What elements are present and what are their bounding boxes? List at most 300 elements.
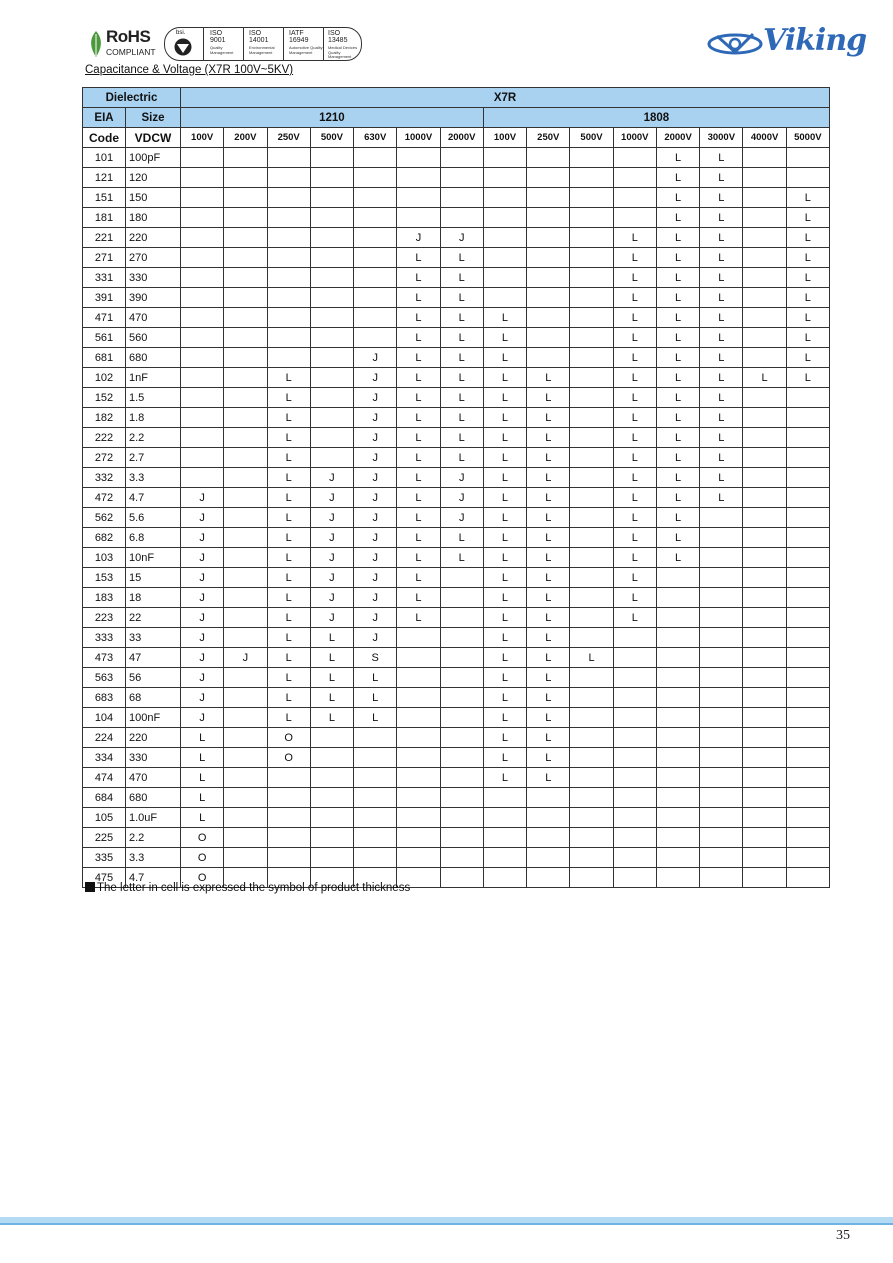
- table-row: [83, 448, 830, 468]
- thickness-cell: [743, 848, 786, 868]
- thickness-cell: L: [440, 408, 483, 428]
- thickness-cell: [354, 308, 397, 328]
- thickness-cell: [743, 388, 786, 408]
- thickness-cell: [743, 688, 786, 708]
- thickness-cell: [656, 668, 699, 688]
- thickness-cell: [354, 248, 397, 268]
- voltage-header-1808: 2000V: [656, 128, 699, 148]
- voltage-header-1210: 200V: [224, 128, 267, 148]
- thickness-cell: [440, 588, 483, 608]
- capacitance-cell: 2.2: [126, 428, 181, 448]
- thickness-cell: L: [483, 528, 526, 548]
- thickness-cell: [440, 168, 483, 188]
- thickness-cell: L: [440, 348, 483, 368]
- thickness-cell: L: [527, 728, 570, 748]
- cert-sub: Medical Devices Quality Management: [328, 45, 358, 59]
- thickness-cell: J: [310, 608, 353, 628]
- thickness-cell: [224, 288, 267, 308]
- thickness-cell: L: [310, 668, 353, 688]
- thickness-cell: [483, 848, 526, 868]
- table-row: [83, 488, 830, 508]
- table-row: [83, 728, 830, 748]
- table-row: [83, 848, 830, 868]
- thickness-cell: L: [527, 688, 570, 708]
- thickness-cell: J: [181, 628, 224, 648]
- thickness-cell: [656, 628, 699, 648]
- cert-title: ISO: [249, 30, 262, 37]
- thickness-cell: [267, 828, 310, 848]
- eia-code-cell: 103: [83, 548, 126, 568]
- thickness-cell: [224, 348, 267, 368]
- thickness-cell: L: [483, 728, 526, 748]
- note-text: The letter in cell is expressed the symbol of product thickness: [97, 882, 411, 894]
- thickness-cell: [613, 708, 656, 728]
- thickness-cell: L: [613, 348, 656, 368]
- thickness-cell: [181, 208, 224, 228]
- thickness-cell: [700, 848, 743, 868]
- thickness-cell: [181, 448, 224, 468]
- thickness-cell: [743, 168, 786, 188]
- thickness-cell: [743, 808, 786, 828]
- thickness-cell: L: [483, 488, 526, 508]
- thickness-cell: [786, 548, 829, 568]
- table-row: [83, 668, 830, 688]
- thickness-cell: [224, 328, 267, 348]
- thickness-cell: L: [397, 368, 440, 388]
- footer-line: [0, 1223, 893, 1225]
- thickness-cell: L: [483, 508, 526, 528]
- eia-code-cell: 181: [83, 208, 126, 228]
- thickness-cell: [613, 208, 656, 228]
- thickness-cell: L: [483, 628, 526, 648]
- table-row: [83, 768, 830, 788]
- eia-code-cell: 333: [83, 628, 126, 648]
- capacitance-cell: 10nF: [126, 548, 181, 568]
- thickness-cell: L: [397, 328, 440, 348]
- thickness-cell: [656, 708, 699, 728]
- thickness-cell: S: [354, 648, 397, 668]
- thickness-cell: L: [527, 368, 570, 388]
- thickness-cell: L: [483, 308, 526, 328]
- thickness-cell: [310, 748, 353, 768]
- thickness-cell: [613, 188, 656, 208]
- rohs-subtitle: COMPLIANT: [106, 47, 156, 57]
- thickness-cell: L: [397, 268, 440, 288]
- thickness-cell: [483, 868, 526, 888]
- thickness-cell: L: [354, 668, 397, 688]
- thickness-cell: O: [181, 848, 224, 868]
- thickness-cell: [786, 148, 829, 168]
- thickness-cell: [743, 828, 786, 848]
- page-number: 35: [836, 1228, 850, 1243]
- thickness-cell: L: [527, 708, 570, 728]
- thickness-cell: L: [613, 608, 656, 628]
- thickness-cell: [786, 708, 829, 728]
- thickness-cell: L: [267, 648, 310, 668]
- thickness-cell: L: [483, 348, 526, 368]
- capacitance-cell: 330: [126, 748, 181, 768]
- thickness-cell: [181, 388, 224, 408]
- thickness-cell: L: [656, 288, 699, 308]
- thickness-cell: L: [310, 708, 353, 728]
- cert-sub: Environmental Management: [249, 45, 275, 55]
- thickness-cell: [181, 308, 224, 328]
- thickness-cell: [397, 208, 440, 228]
- thickness-cell: L: [397, 568, 440, 588]
- thickness-cell: J: [310, 548, 353, 568]
- thickness-cell: [354, 208, 397, 228]
- thickness-cell: L: [527, 668, 570, 688]
- thickness-cell: [397, 728, 440, 748]
- thickness-cell: [743, 288, 786, 308]
- thickness-cell: J: [354, 508, 397, 528]
- thickness-cell: [483, 288, 526, 308]
- thickness-cell: L: [700, 488, 743, 508]
- thickness-cell: [743, 428, 786, 448]
- thickness-cell: [440, 208, 483, 228]
- thickness-cell: L: [656, 148, 699, 168]
- voltage-row: [83, 128, 830, 148]
- thickness-cell: [700, 528, 743, 548]
- thickness-cell: L: [440, 548, 483, 568]
- thickness-cell: L: [656, 248, 699, 268]
- thickness-cell: [310, 368, 353, 388]
- thickness-cell: [743, 488, 786, 508]
- table-row: [83, 228, 830, 248]
- thickness-cell: L: [656, 368, 699, 388]
- eia-code-cell: 473: [83, 648, 126, 668]
- cert-sub: Quality Management: [210, 45, 234, 55]
- thickness-cell: [656, 648, 699, 668]
- thickness-cell: [397, 788, 440, 808]
- thickness-cell: L: [527, 628, 570, 648]
- thickness-cell: [224, 508, 267, 528]
- thickness-cell: [786, 608, 829, 628]
- thickness-cell: J: [181, 708, 224, 728]
- voltage-header-1808: 100V: [483, 128, 526, 148]
- thickness-cell: [570, 248, 613, 268]
- thickness-cell: [570, 768, 613, 788]
- thickness-cell: L: [267, 528, 310, 548]
- thickness-cell: L: [656, 488, 699, 508]
- thickness-cell: [267, 208, 310, 228]
- thickness-cell: J: [181, 688, 224, 708]
- leaf-icon: [87, 30, 105, 58]
- eia-code-cell: 221: [83, 228, 126, 248]
- thickness-cell: L: [527, 648, 570, 668]
- thickness-cell: [743, 228, 786, 248]
- bsi-mark: [165, 28, 203, 60]
- thickness-cell: L: [483, 428, 526, 448]
- table-row: [83, 348, 830, 368]
- capacitance-cell: 150: [126, 188, 181, 208]
- thickness-cell: [700, 688, 743, 708]
- table-row: [83, 508, 830, 528]
- thickness-cell: O: [181, 868, 224, 888]
- thickness-cell: [743, 628, 786, 648]
- thickness-cell: [786, 648, 829, 668]
- capacitance-cell: 4.7: [126, 488, 181, 508]
- thickness-cell: [354, 268, 397, 288]
- thickness-cell: [613, 628, 656, 648]
- thickness-cell: [786, 748, 829, 768]
- voltage-header-1210: 630V: [354, 128, 397, 148]
- thickness-cell: [527, 348, 570, 368]
- thickness-cell: [224, 188, 267, 208]
- cert-iso9001: [203, 28, 244, 60]
- thickness-cell: L: [613, 568, 656, 588]
- eia-code-cell: 561: [83, 328, 126, 348]
- thickness-cell: [354, 168, 397, 188]
- thickness-cell: [570, 588, 613, 608]
- thickness-cell: L: [397, 548, 440, 568]
- thickness-cell: [786, 868, 829, 888]
- thickness-cell: L: [267, 688, 310, 708]
- thickness-cell: [224, 368, 267, 388]
- thickness-cell: L: [656, 508, 699, 528]
- capacitance-cell: 68: [126, 688, 181, 708]
- table-row: [83, 388, 830, 408]
- thickness-cell: [224, 568, 267, 588]
- thickness-cell: [483, 148, 526, 168]
- thickness-cell: L: [310, 628, 353, 648]
- capacitance-cell: 3.3: [126, 848, 181, 868]
- eia-code-cell: 271: [83, 248, 126, 268]
- thickness-cell: [440, 828, 483, 848]
- thickness-cell: [224, 548, 267, 568]
- table-body: [83, 148, 830, 888]
- thickness-cell: [224, 268, 267, 288]
- thickness-cell: [527, 188, 570, 208]
- thickness-cell: [570, 508, 613, 528]
- thickness-cell: L: [527, 528, 570, 548]
- thickness-cell: [743, 268, 786, 288]
- cert-iso13485: [323, 28, 362, 60]
- thickness-cell: [656, 808, 699, 828]
- thickness-cell: L: [656, 268, 699, 288]
- thickness-cell: [570, 868, 613, 888]
- thickness-cell: [613, 648, 656, 668]
- thickness-cell: [700, 748, 743, 768]
- thickness-cell: [743, 768, 786, 788]
- eia-code-cell: 151: [83, 188, 126, 208]
- thickness-cell: J: [440, 468, 483, 488]
- thickness-cell: [527, 228, 570, 248]
- capacitance-cell: 220: [126, 228, 181, 248]
- thickness-cell: [786, 568, 829, 588]
- thickness-cell: [267, 348, 310, 368]
- thickness-cell: [267, 268, 310, 288]
- thickness-cell: [700, 608, 743, 628]
- thickness-cell: [440, 628, 483, 648]
- thickness-cell: [224, 628, 267, 648]
- thickness-cell: [354, 728, 397, 748]
- thickness-cell: L: [527, 608, 570, 628]
- thickness-cell: [310, 228, 353, 248]
- thickness-cell: [397, 168, 440, 188]
- capacitance-cell: 470: [126, 308, 181, 328]
- capacitance-cell: 2.7: [126, 448, 181, 468]
- thickness-cell: [656, 768, 699, 788]
- thickness-cell: [354, 148, 397, 168]
- table-row: [83, 368, 830, 388]
- capacitance-cell: 470: [126, 768, 181, 788]
- thickness-cell: L: [613, 448, 656, 468]
- thickness-cell: [570, 668, 613, 688]
- size-1808: 1808: [483, 108, 829, 128]
- cert-number: 14001: [249, 37, 269, 44]
- thickness-cell: [570, 168, 613, 188]
- thickness-cell: [700, 668, 743, 688]
- eia-code-cell: 682: [83, 528, 126, 548]
- thickness-cell: L: [267, 368, 310, 388]
- thickness-cell: [483, 268, 526, 288]
- thickness-cell: L: [613, 528, 656, 548]
- thickness-cell: [743, 568, 786, 588]
- thickness-cell: J: [181, 648, 224, 668]
- thickness-cell: [570, 308, 613, 328]
- thickness-cell: J: [181, 528, 224, 548]
- thickness-cell: [310, 768, 353, 788]
- thickness-cell: L: [656, 168, 699, 188]
- thickness-cell: L: [786, 288, 829, 308]
- eia-code-cell: 684: [83, 788, 126, 808]
- thickness-cell: [267, 188, 310, 208]
- thickness-cell: L: [483, 468, 526, 488]
- thickness-cell: J: [310, 508, 353, 528]
- thickness-cell: [440, 848, 483, 868]
- thickness-cell: L: [267, 588, 310, 608]
- thickness-cell: J: [354, 548, 397, 568]
- thickness-cell: L: [527, 568, 570, 588]
- bsi-label: bsi.: [176, 30, 186, 36]
- thickness-cell: L: [700, 428, 743, 448]
- thickness-cell: L: [613, 588, 656, 608]
- thickness-cell: L: [267, 548, 310, 568]
- thickness-cell: [527, 168, 570, 188]
- thickness-cell: [570, 428, 613, 448]
- thickness-cell: L: [267, 568, 310, 588]
- cert-iatf16949: [283, 28, 324, 60]
- thickness-cell: L: [440, 328, 483, 348]
- thickness-cell: [700, 548, 743, 568]
- thickness-cell: J: [354, 468, 397, 488]
- thickness-cell: [700, 708, 743, 728]
- eia-code-cell: 223: [83, 608, 126, 628]
- eia-code-cell: 183: [83, 588, 126, 608]
- thickness-cell: L: [397, 388, 440, 408]
- thickness-cell: [613, 808, 656, 828]
- thickness-cell: [310, 808, 353, 828]
- eia-code-cell: 474: [83, 768, 126, 788]
- thickness-cell: [786, 428, 829, 448]
- thickness-cell: L: [267, 708, 310, 728]
- thickness-cell: [224, 788, 267, 808]
- thickness-cell: L: [527, 768, 570, 788]
- cert-number: 13485: [328, 37, 348, 44]
- eia-code-cell: 391: [83, 288, 126, 308]
- thickness-cell: L: [700, 288, 743, 308]
- thickness-cell: [267, 148, 310, 168]
- thickness-cell: L: [397, 408, 440, 428]
- thickness-cell: L: [656, 428, 699, 448]
- thickness-cell: [786, 528, 829, 548]
- thickness-cell: [267, 768, 310, 788]
- thickness-cell: L: [440, 448, 483, 468]
- thickness-cell: [700, 568, 743, 588]
- thickness-cell: [310, 328, 353, 348]
- thickness-cell: L: [440, 248, 483, 268]
- thickness-cell: L: [700, 248, 743, 268]
- thickness-cell: [440, 768, 483, 788]
- page-subtitle: Capacitance & Voltage (X7R 100V~5KV): [85, 64, 294, 76]
- thickness-cell: [570, 388, 613, 408]
- thickness-cell: L: [700, 348, 743, 368]
- thickness-cell: L: [656, 468, 699, 488]
- thickness-cell: L: [656, 408, 699, 428]
- thickness-cell: L: [483, 708, 526, 728]
- thickness-cell: L: [267, 448, 310, 468]
- thickness-cell: [267, 168, 310, 188]
- voltage-header-1210: 500V: [310, 128, 353, 148]
- thickness-cell: [570, 628, 613, 648]
- thickness-cell: [181, 228, 224, 248]
- eia-code-cell: 152: [83, 388, 126, 408]
- thickness-cell: [527, 208, 570, 228]
- table-row: [83, 208, 830, 228]
- table-row: [83, 688, 830, 708]
- thickness-cell: [570, 148, 613, 168]
- thickness-cell: L: [483, 748, 526, 768]
- thickness-cell: J: [181, 568, 224, 588]
- thickness-cell: J: [354, 448, 397, 468]
- thickness-cell: [310, 208, 353, 228]
- thickness-cell: [743, 548, 786, 568]
- capacitance-cell: 1.0uF: [126, 808, 181, 828]
- thickness-cell: L: [440, 388, 483, 408]
- thickness-cell: [570, 788, 613, 808]
- thickness-cell: L: [440, 428, 483, 448]
- thickness-cell: L: [354, 708, 397, 728]
- thickness-cell: [224, 448, 267, 468]
- thickness-cell: L: [483, 588, 526, 608]
- eia-code-cell: 562: [83, 508, 126, 528]
- thickness-cell: L: [613, 328, 656, 348]
- thickness-cell: J: [354, 528, 397, 548]
- thickness-cell: [354, 808, 397, 828]
- thickness-cell: [267, 788, 310, 808]
- thickness-cell: [570, 708, 613, 728]
- thickness-cell: L: [397, 528, 440, 548]
- thickness-cell: L: [483, 608, 526, 628]
- thickness-cell: L: [440, 308, 483, 328]
- thickness-cell: [613, 148, 656, 168]
- thickness-cell: [613, 828, 656, 848]
- thickness-cell: J: [354, 428, 397, 448]
- thickness-cell: L: [483, 408, 526, 428]
- thickness-cell: L: [700, 228, 743, 248]
- thickness-cell: [700, 508, 743, 528]
- capacitance-cell: 3.3: [126, 468, 181, 488]
- viking-eye-icon: [707, 32, 767, 56]
- thickness-cell: [267, 328, 310, 348]
- thickness-cell: L: [267, 508, 310, 528]
- thickness-cell: [700, 648, 743, 668]
- thickness-cell: L: [656, 548, 699, 568]
- thickness-cell: J: [440, 488, 483, 508]
- thickness-cell: L: [786, 348, 829, 368]
- square-bullet-icon: [85, 882, 95, 892]
